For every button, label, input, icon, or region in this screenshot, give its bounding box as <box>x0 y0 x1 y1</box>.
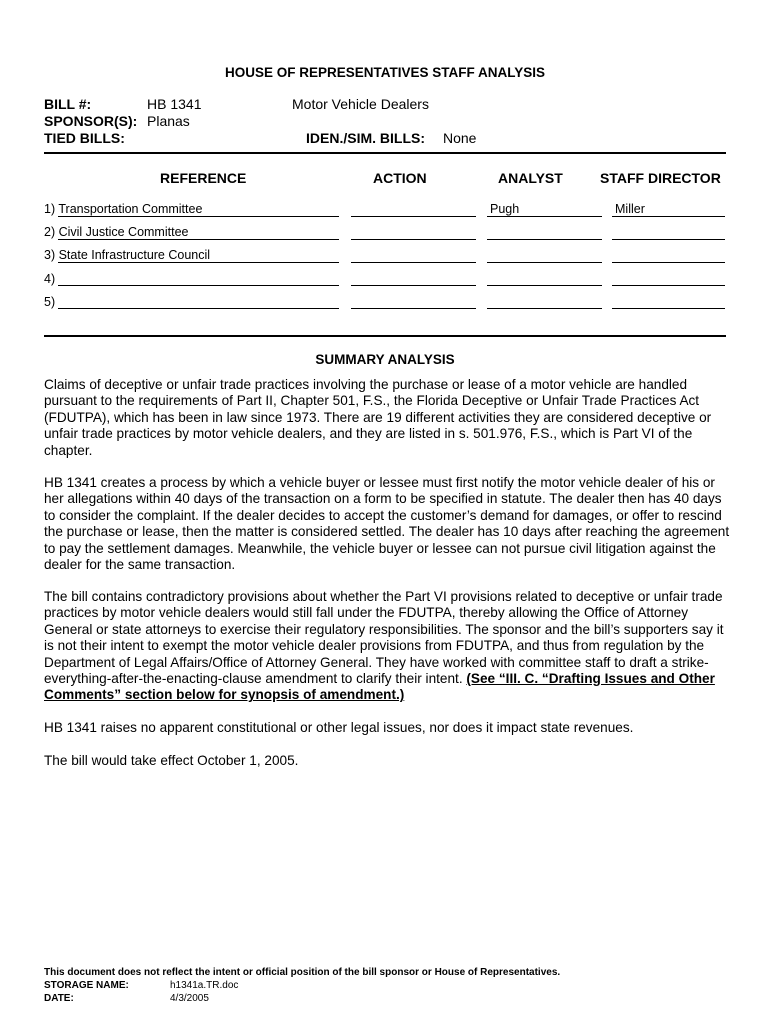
analyst-underline <box>487 308 602 309</box>
director-underline <box>612 239 725 240</box>
reference-cell: 4) <box>44 272 56 286</box>
reference-underline <box>58 285 339 286</box>
col-header-staff-director: STAFF DIRECTOR <box>600 170 721 186</box>
col-header-action: ACTION <box>373 170 427 186</box>
storage-name-value: h1341a.TR.doc <box>170 980 239 991</box>
iden-sim-bills-label: IDEN./SIM. BILLS: <box>306 130 425 146</box>
header-divider <box>44 152 726 154</box>
summary-paragraph-3-text: The bill contains contradictory provisions about whether the Part VI provisions related to deceptive or unfair trade practices by motor vehicle dealers would still fall under the FDUTPA, thereby allowing the Office of Attorney General or state attorneys to exercise their regulatory responsibilities. The sponsor and the bill’s supporters say it is not their intent to exempt the motor vehicle dealer provisions from FDUTPA, and thus from regulation by the Department of Legal Affairs/Office of Attorney General. They have worked with committee staff to draft a strike-everything-after-the-enacting-clause amendment to clarify their intent. <box>44 589 724 687</box>
analyst-underline <box>487 216 602 217</box>
analyst-underline <box>487 285 602 286</box>
action-underline <box>351 262 476 263</box>
sponsor-label: SPONSOR(S): <box>44 113 138 129</box>
director-underline <box>612 262 725 263</box>
director-underline <box>612 285 725 286</box>
action-underline <box>351 285 476 286</box>
summary-paragraph-5: The bill would take effect October 1, 2005. <box>44 753 299 768</box>
date-label: DATE: <box>44 993 74 1004</box>
storage-name-label: STORAGE NAME: <box>44 980 129 991</box>
sponsor-value: Planas <box>147 113 190 129</box>
action-underline <box>351 216 476 217</box>
summary-paragraph-2: HB 1341 creates a process by which a vehicle buyer or lessee must first notify the motor vehicle dealer of his or her allegations within 40 days of the transaction on a form to be specified in statute. The dealer then has 40 days to consider the complaint. If the dealer decides to accept the customer’s demand for damages, or offer to rescind the purchase or lease, then the matter is considered settled. The dealer has 10 days after reaching the agreement to pay the settlement damages. Meanwhile, the vehicle buyer or lessee can not pursue civil litigation against the dealer for the same transaction. <box>44 475 730 573</box>
director-underline <box>612 308 725 309</box>
analyst-cell: Pugh <box>490 202 520 216</box>
action-underline <box>351 308 476 309</box>
bill-subject: Motor Vehicle Dealers <box>292 96 429 112</box>
reference-underline <box>58 216 339 217</box>
amendment-reference-note: (See “III. C. “Drafting Issues and Other Comments” section below for synopsis of amendment.) <box>44 671 715 703</box>
reference-underline <box>58 308 339 309</box>
bill-number-label: BILL #: <box>44 96 92 112</box>
director-underline <box>612 216 725 217</box>
reference-underline <box>58 262 339 263</box>
date-value: 4/3/2005 <box>170 993 209 1004</box>
action-underline <box>351 239 476 240</box>
reference-cell: 1) Transportation Committee <box>44 202 203 216</box>
bill-number-value: HB 1341 <box>147 96 202 112</box>
reference-cell: 2) Civil Justice Committee <box>44 225 189 239</box>
tied-bills-label: TIED BILLS: <box>44 130 125 146</box>
col-header-reference: REFERENCE <box>160 170 247 186</box>
reference-cell: 3) State Infrastructure Council <box>44 248 211 262</box>
summary-paragraph-1: Claims of deceptive or unfair trade practices involving the purchase or lease of a motor vehicle are handled pursuant to the requirements of Part II, Chapter 501, F.S., the Florida Deceptive or Unfair Trade Practices Act (FDUTPA), which has been in law since 1973. There are 19 different activities they are considered deceptive or unfair trade practices by motor vehicle dealers, and they are listed in s. 501.976, F.S., which is Part VI of the chapter. <box>44 377 712 458</box>
footer-disclaimer: This document does not reflect the intent or official position of the bill sponsor or House of Representatives. <box>44 967 561 978</box>
analyst-underline <box>487 239 602 240</box>
reference-underline <box>58 239 339 240</box>
summary-paragraph-3 <box>44 589 734 704</box>
iden-sim-bills-value: None <box>443 130 477 146</box>
table-divider <box>44 335 726 337</box>
document-title: HOUSE OF REPRESENTATIVES STAFF ANALYSIS <box>224 65 546 80</box>
director-cell: Miller <box>615 202 645 216</box>
reference-cell: 5) <box>44 295 56 309</box>
analyst-underline <box>487 262 602 263</box>
summary-heading: SUMMARY ANALYSIS <box>315 352 455 367</box>
col-header-analyst: ANALYST <box>498 170 563 186</box>
summary-paragraph-4: HB 1341 raises no apparent constitutional or other legal issues, nor does it impact state revenues. <box>44 720 634 735</box>
